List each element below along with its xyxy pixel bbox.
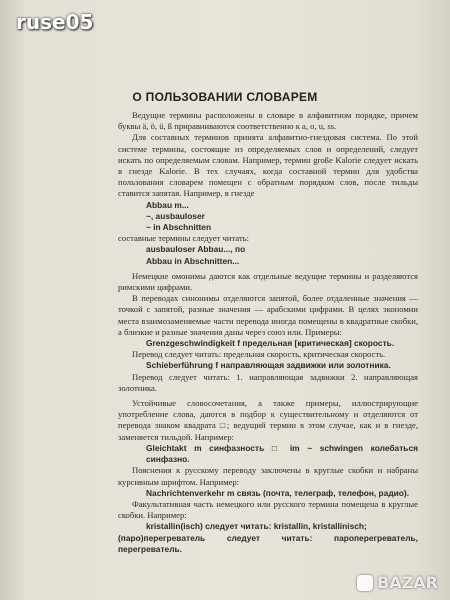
example-term: (паро)перегреватель следует читать: пароперегреватель, перегреватель. xyxy=(118,532,418,554)
page-title: О ПОЛЬЗОВАНИИ СЛОВАРЕМ xyxy=(132,90,318,104)
paragraph: Перевод следует читать: предельная скорость, критическая скорость. xyxy=(132,349,386,360)
paragraph: составные термины следует читать: xyxy=(118,233,250,244)
example-term: Abbau in Abschnitten... xyxy=(146,255,240,266)
paragraph: Для составных терминов принята алфавитно-гнездовая система. По этой системе термины, состоящие из определяемых слов и определений, следует искать по определяемым словам. Например, термин große Kalorie следует искать в гнезде Kalorie. В тех случаях, когда составной термин для удобства пользования словарем помещен с обратным порядком слов, после тильды ставится запятая. Например, в гнезде xyxy=(118,132,418,199)
shopping-bag-icon xyxy=(357,575,373,591)
example-term: Abbau m... xyxy=(146,199,189,210)
page-body xyxy=(118,110,418,555)
example-term: Grenzgeschwindigkeit f предельная [критическая] скорость. xyxy=(146,338,395,349)
example-term: Nachrichtenverkehr m связь (почта, телеграф, телефон, радио). xyxy=(146,487,410,498)
example-term: ~, ausbauloser xyxy=(146,210,205,221)
marketplace-watermark xyxy=(357,573,438,592)
example-term: Gleichtakt m синфазность □ im ~ schwingen колебаться синфазно. xyxy=(146,442,418,465)
paragraph: Факультативная часть немецкого или русского термина помещена в круглые скобки. Например: xyxy=(118,498,418,521)
marketplace-name: BAZAR xyxy=(377,573,438,592)
paragraph: Ведущие термины расположены в словаре в алфавитном порядке, причем буквы ä, ö, ü, ß приравниваются соответственно к a, o, u, ss. xyxy=(118,110,418,132)
example-term: kristallin(isch) следует читать: kristallin, kristallinisch; xyxy=(146,521,367,532)
paragraph: Немецкие омонимы даются как отдельные ведущие термины и разделяются римскими цифрами. xyxy=(118,270,418,293)
example-term: Schieberführung f направляющая задвижки или золотника. xyxy=(146,360,391,371)
paragraph: Устойчивые словосочетания, а также примеры, иллюстрирующие употребление слова, даются в подбор к существительному и отделяются от перевода знаком квадрата □; ведущий термин в этом случае, как и в гнезде, заменяется тильдой. Например: xyxy=(118,398,418,442)
paragraph: Пояснения к русскому переводу заключены в круглые скобки и набраны курсивным шрифтом. Например: xyxy=(118,465,418,487)
seller-watermark: ruse05 xyxy=(16,10,94,34)
example-term: ausbauloser Abbau..., по xyxy=(146,244,246,255)
paragraph: Перевод следует читать: 1. направляющая задвижки 2. направляющая золотника. xyxy=(118,371,418,393)
paragraph: В переводах синонимы отделяются запятой, более отдаленные значения — точкой с запятой, разные значения — арабскими цифрами. В целях экономии места взаимозаменяемые части перевода иногда помещены в квадратные скобки, а близкие и разные значения даны через союз или. Примеры: xyxy=(118,293,418,337)
example-term: ~ in Abschnitten xyxy=(146,222,212,233)
